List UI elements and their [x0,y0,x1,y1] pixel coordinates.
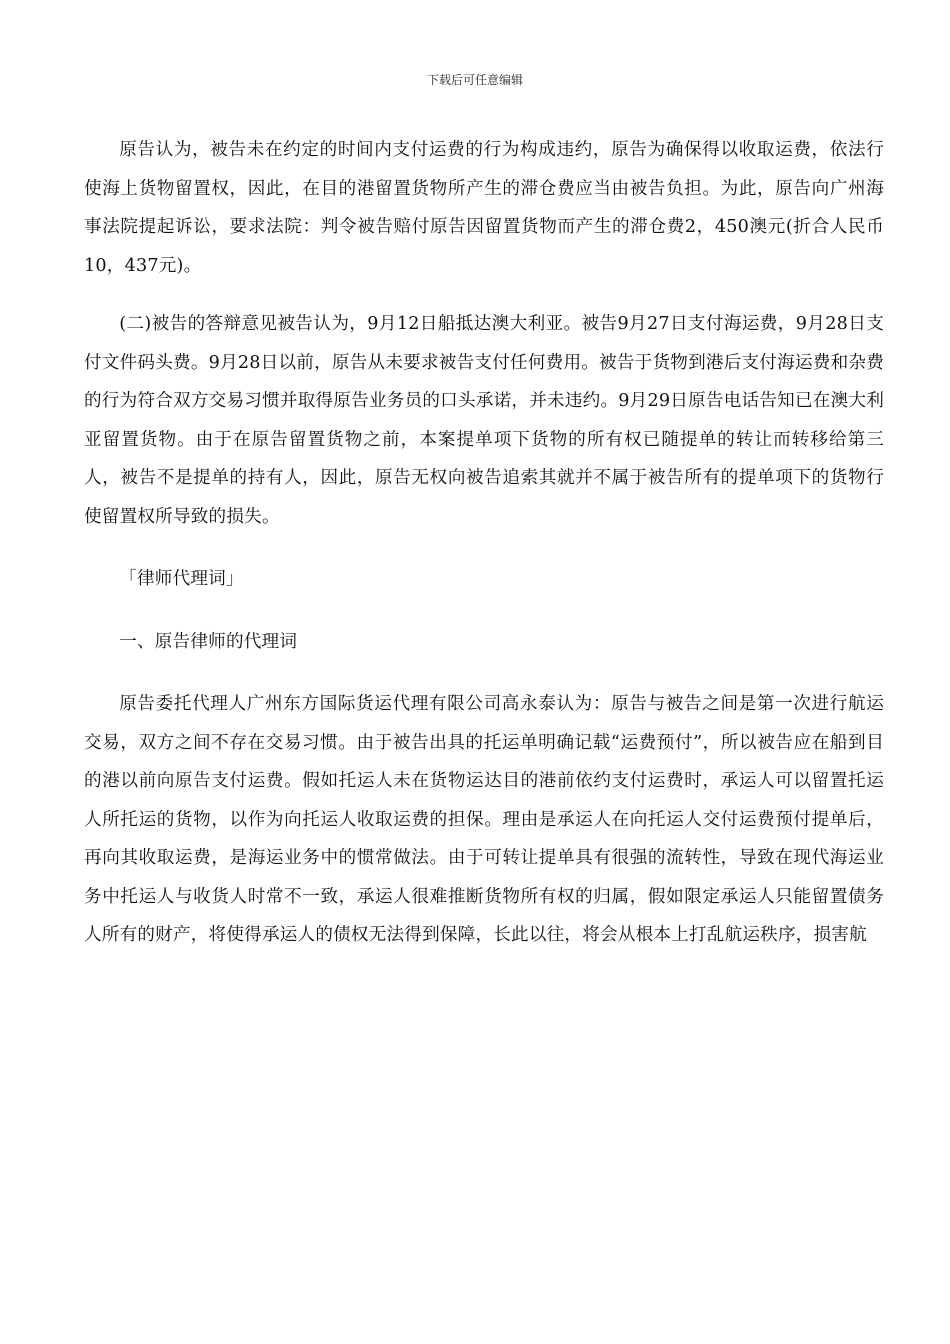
header-note: 下载后可任意编辑 [426,73,523,87]
subheading-plaintiff-lawyer: 一、原告律师的代理词 [119,631,298,652]
document-body [84,131,884,955]
paragraph-plaintiff-claim: 原告认为，被告未在约定的时间内支付运费的行为构成违约，原告为确保得以收取运费，依法行使海上货物留置权，因此，在目的港留置货物所产生的滞仓费应当由被告负担。为此，原告向广州海事法院提起诉讼，要求法院：判令被告赔付原告因留置货物而产生的滞仓费2，450澳元(折合人民币10，437元)。 [84,140,884,276]
paragraph-plaintiff-lawyer-argument: 原告委托代理人广州东方国际货运代理有限公司高永泰认为：原告与被告之间是第一次进行航运交易，双方之间不存在交易习惯。由于被告出具的托运单明确记载“运费预付”，所以被告应在船到目的港以前向原告支付运费。假如托运人未在货物运达目的港前依约支付运费时，承运人可以留置托运人所托运的货物，以作为向托运人收取运费的担保。理由是承运人在向托运人交付运费预付提单后，再向其收取运费，是海运业务中的惯常做法。由于可转让提单具有很强的流转性，导致在现代海运业务中托运人与收货人时常不一致，承运人很难推断货物所有权的归属，假如限定承运人只能留置债务人所有的财产，将使得承运人的债权无法得到保障，长此以往，将会从根本上打乱航运秩序，损害航 [84,694,884,945]
section-heading-lawyer-statements: 「律师代理词」 [119,569,244,589]
paragraph-defendant-reply: (二)被告的答辩意见被告认为，9月12日船抵达澳大利亚。被告9月27日支付海运费，9月28日支付文件码头费。9月28日以前，原告从未要求被告支付任何费用。被告于货物到港后支付海运费和杂费的行为符合双方交易习惯并取得原告业务员的口头承诺，并未违约。9月29日原告电话告知已在澳大利亚留置货物。由于在原告留置货物之前，本案提单项下货物的所有权已随提单的转让而转移给第三人，被告不是提单的持有人，因此，原告无权向被告追索其就并不属于被告所有的提单项下的货物行使留置权所导致的损失。 [84,314,884,527]
